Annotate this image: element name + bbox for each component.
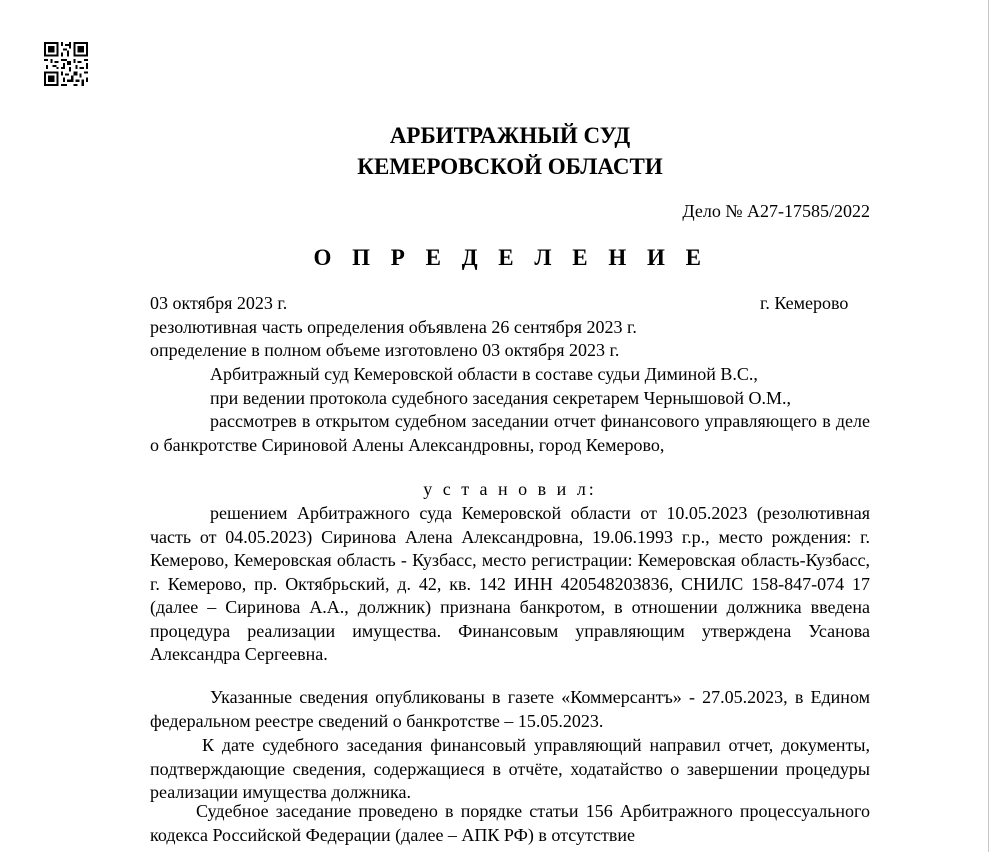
resolution-announced-line: резолютивная часть определения объявлена 26 сентября 2023 г. bbox=[150, 317, 637, 337]
court-name-line1: АРБИТРАЖНЫЙ СУД bbox=[389, 123, 631, 148]
full-text-prepared-line: определение в полном объеме изготовлено 03 октября 2023 г. bbox=[150, 340, 620, 360]
session-paragraph: Судебное заседание проведено в порядке статьи 156 Арбитражного процессуального кодекса Российской Федерации (далее – АПК РФ) в отсутствие bbox=[150, 801, 870, 845]
secretary-line: при ведении протокола судебного заседания секретарем Чернышовой О.М., bbox=[210, 388, 791, 408]
decision-paragraph: решением Арбитражного суда Кемеровской области от 10.05.2023 (резолютивная часть от 04.05.2023) Сиринова Алена Александровна, 19.06.1993 г.р., место рождения: г. Кемерово, Кемеровская область - Кузбасс, место регистрации: Кемеровская область-Кузбасс, г. Кемерово, пр. Октябрьский, д. 42, кв. 142 ИНН 420548203836, СНИЛС 158-847-074 17 (далее – Сиринова А.А., должник) признана банкротом, в отношении должника введена процедура реализации имущества. Финансовым управляющим утверждена Усанова Александра Сергеевна. bbox=[150, 503, 870, 664]
court-name-line2: КЕМЕРОВСКОЙ ОБЛАСТИ bbox=[357, 154, 663, 179]
publication-paragraph: Указанные сведения опубликованы в газете «Коммерсантъ» - 27.05.2023, в Едином федеральном реестре сведений о банкротстве – 15.05.2023. bbox=[150, 687, 870, 731]
court-composition-line: Арбитражный суд Кемеровской области в составе судьи Диминой В.С., bbox=[210, 364, 758, 384]
case-number: Дело № А27-17585/2022 bbox=[682, 201, 870, 221]
court-name bbox=[0, 120, 993, 182]
document-date: 03 октября 2023 г. bbox=[150, 293, 288, 313]
document-type-title: О П Р Е Д Е Л Е Н И Е bbox=[313, 245, 709, 270]
date-city-row bbox=[150, 292, 870, 315]
hearing-paragraph: К дате судебного заседания финансовый управляющий направил отчет, документы, подтверждающие сведения, содержащиеся в отчёте, ходатайство о завершении процедуры реализации имущества должника. bbox=[150, 735, 870, 802]
established-heading: у с т а н о в и л: bbox=[423, 479, 597, 499]
reviewed-paragraph: рассмотрев в открытом судебном заседании отчет финансового управляющего в деле о банкротстве Сириновой Алены Александровны, город Кемерово, bbox=[150, 411, 870, 455]
qr-code-icon bbox=[44, 42, 88, 86]
document-city: г. Кемерово bbox=[760, 293, 849, 313]
